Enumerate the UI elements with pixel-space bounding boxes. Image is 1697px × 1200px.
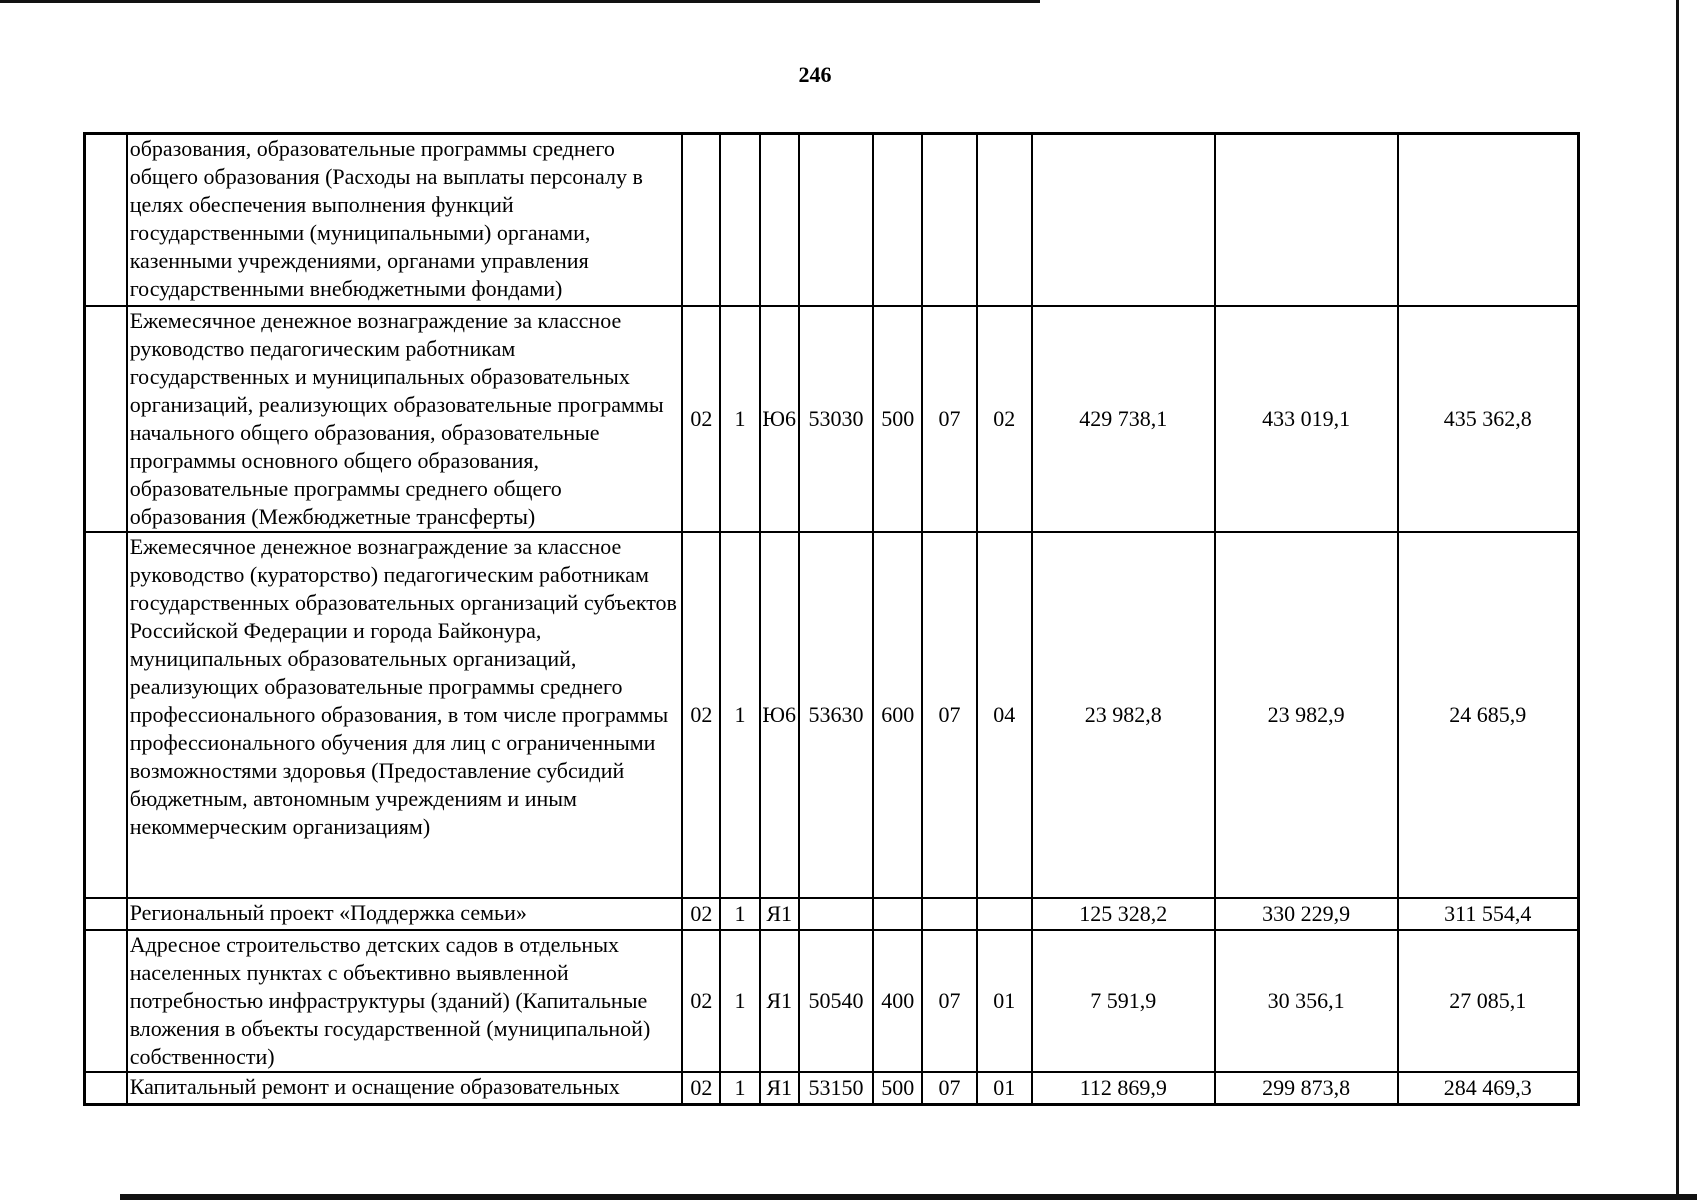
code-cell: 02 — [682, 898, 720, 930]
code-cell: 1 — [720, 532, 759, 898]
table-row — [85, 306, 1579, 532]
description-cell: Ежемесячное денежное вознаграждение за классное руководство педагогическим работникам государственных и муниципальных образовательных организаций, реализующих образовательные программы начального общего образования, образовательные программы основного общего образования, образовательные программы среднего общего образования (Межбюджетные трансферты) — [127, 306, 683, 532]
code-cell: Я1 — [760, 1072, 799, 1105]
code-cell — [799, 898, 873, 930]
amount-cell: 433 019,1 — [1215, 306, 1398, 532]
index-cell — [85, 306, 127, 532]
description-cell: Региональный проект «Поддержка семьи» — [127, 898, 683, 930]
amount-cell: 311 554,4 — [1398, 898, 1579, 930]
code-cell — [922, 134, 976, 307]
code-cell: 02 — [682, 306, 720, 532]
code-cell — [873, 898, 922, 930]
amount-cell: 7 591,9 — [1032, 930, 1215, 1072]
code-cell: 1 — [720, 306, 759, 532]
amount-cell: 112 869,9 — [1032, 1072, 1215, 1105]
table-row — [85, 930, 1579, 1072]
amount-cell — [1398, 134, 1579, 307]
code-cell: 600 — [873, 532, 922, 898]
table-row — [85, 1072, 1579, 1105]
description-cell: образования, образовательные программы среднего общего образования (Расходы на выплаты персоналу в целях обеспечения выполнения функций государственными (муниципальными) органами, казенными учреждениями, органами управления государственными внебюджетными фондами) — [127, 134, 683, 307]
amount-cell — [1032, 134, 1215, 307]
amount-cell: 24 685,9 — [1398, 532, 1579, 898]
code-cell: 01 — [977, 930, 1032, 1072]
scan-edge-top — [0, 0, 1040, 3]
amount-cell: 30 356,1 — [1215, 930, 1398, 1072]
page-number: 246 — [798, 62, 832, 87]
code-cell: 53030 — [799, 306, 873, 532]
code-cell: Я1 — [760, 898, 799, 930]
index-cell — [85, 532, 127, 898]
scan-edge-bottom — [120, 1194, 1697, 1200]
table-row — [85, 532, 1579, 898]
index-cell — [85, 134, 127, 307]
code-cell: 07 — [922, 930, 976, 1072]
code-cell: 53150 — [799, 1072, 873, 1105]
code-cell — [720, 134, 759, 307]
amount-cell: 23 982,9 — [1215, 532, 1398, 898]
index-cell — [85, 930, 127, 1072]
description-cell: Капитальный ремонт и оснащение образовательных — [127, 1072, 683, 1105]
index-cell — [85, 1072, 127, 1105]
amount-cell — [1215, 134, 1398, 307]
code-cell: Я1 — [760, 930, 799, 1072]
amount-cell: 125 328,2 — [1032, 898, 1215, 930]
code-cell: 500 — [873, 306, 922, 532]
amount-cell: 27 085,1 — [1398, 930, 1579, 1072]
code-cell — [799, 134, 873, 307]
amount-cell: 23 982,8 — [1032, 532, 1215, 898]
amount-cell: 330 229,9 — [1215, 898, 1398, 930]
code-cell: 400 — [873, 930, 922, 1072]
code-cell: 02 — [682, 1072, 720, 1105]
index-cell — [85, 898, 127, 930]
code-cell: 53630 — [799, 532, 873, 898]
code-cell — [682, 134, 720, 307]
description-cell: Адресное строительство детских садов в отдельных населенных пунктах с объективно выявленной потребностью инфраструктуры (зданий) (Капитальные вложения в объекты государственной (муниципальной) собственности) — [127, 930, 683, 1072]
code-cell: 1 — [720, 1072, 759, 1105]
amount-cell: 284 469,3 — [1398, 1072, 1579, 1105]
code-cell: 07 — [922, 532, 976, 898]
code-cell — [977, 898, 1032, 930]
code-cell: Ю6 — [760, 532, 799, 898]
code-cell — [873, 134, 922, 307]
amount-cell: 435 362,8 — [1398, 306, 1579, 532]
code-cell: 1 — [720, 898, 759, 930]
code-cell: 04 — [977, 532, 1032, 898]
code-cell — [760, 134, 799, 307]
code-cell: 500 — [873, 1072, 922, 1105]
amount-cell: 299 873,8 — [1215, 1072, 1398, 1105]
code-cell: 50540 — [799, 930, 873, 1072]
code-cell: 07 — [922, 1072, 976, 1105]
code-cell: 01 — [977, 1072, 1032, 1105]
code-cell: Ю6 — [760, 306, 799, 532]
code-cell: 07 — [922, 306, 976, 532]
code-cell: 1 — [720, 930, 759, 1072]
scan-edge-right — [1676, 0, 1679, 1195]
table-row — [85, 134, 1579, 307]
code-cell: 02 — [977, 306, 1032, 532]
code-cell — [977, 134, 1032, 307]
table-row — [85, 898, 1579, 930]
description-cell: Ежемесячное денежное вознаграждение за классное руководство (кураторство) педагогическим работникам государственных образовательных организаций субъектов Российской Федерации и города Байконура, муниципальных образовательных организаций, реализующих образовательные программы среднего профессионального образования, в том числе программы профессионального обучения для лиц с ограниченными возможностями здоровья (Предоставление субсидий бюджетным, автономным учреждениям и иным некоммерческим организациям) — [127, 532, 683, 898]
code-cell: 02 — [682, 532, 720, 898]
amount-cell: 429 738,1 — [1032, 306, 1215, 532]
code-cell — [922, 898, 976, 930]
code-cell: 02 — [682, 930, 720, 1072]
budget-table — [83, 132, 1580, 1106]
